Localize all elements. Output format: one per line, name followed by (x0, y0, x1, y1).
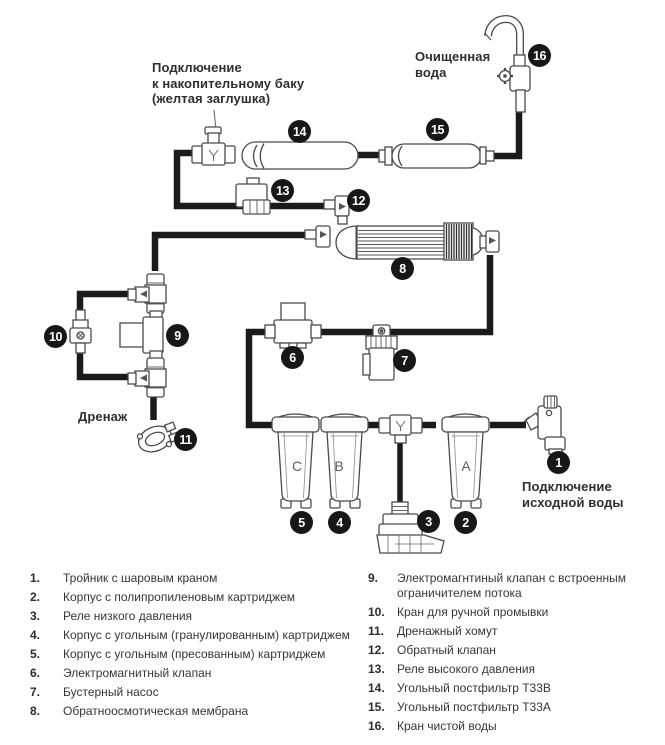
legend-item-text: Дренажный хомут (397, 624, 498, 638)
marker-5: 5 (290, 511, 313, 534)
legend-item-number: 7. (30, 685, 41, 699)
flush-solenoid-valve (120, 311, 163, 359)
drain-label: Дренаж (78, 409, 128, 424)
legend-item-text: Электромагнитный клапан (63, 666, 212, 680)
pipe-concentrate (155, 235, 307, 271)
tank-connection-label-line2: к накопительному баку (152, 75, 305, 91)
legend-right-column (368, 571, 660, 738)
legend-item-text: Корпус с полипропиленовым картриджем (63, 590, 296, 604)
source-water-label (522, 479, 624, 510)
postfilter-t33b-capsule (242, 142, 358, 169)
legend-item-number: 15. (368, 700, 385, 714)
legend-item-4 (30, 628, 370, 643)
marker-13: 13 (271, 179, 294, 202)
legend-item-14 (368, 681, 660, 696)
legend-item-number: 12. (368, 643, 385, 657)
legend-item-number: 6. (30, 666, 41, 680)
housing-a-letter: A (461, 458, 471, 474)
membrane-inlet-fitting (305, 226, 330, 247)
legend-item-number: 3. (30, 609, 41, 623)
legend-item-11 (368, 624, 660, 639)
legend-item-1 (30, 571, 370, 586)
tank-connection-label-line3: (желтая заглушка) (152, 91, 271, 106)
legend-item-number: 2. (30, 590, 41, 604)
flush-tee-lower (128, 358, 166, 397)
manual-flush-valve (70, 310, 91, 353)
legend-item-text: Корпус с угольным (пресованным) картриджем (63, 647, 326, 661)
check-valve (324, 196, 349, 224)
clean-water-label-line1: Очищенная (415, 49, 491, 64)
legend-item-6 (30, 666, 370, 681)
legend-item-number: 16. (368, 719, 385, 733)
legend-item-7 (30, 685, 370, 700)
housing-b-letter: B (334, 458, 344, 474)
marker-3: 3 (417, 510, 440, 533)
legend-item-3 (30, 609, 370, 624)
feed-tee-fitting (379, 415, 422, 443)
marker-9: 9 (166, 324, 189, 347)
flush-tee-upper (128, 274, 166, 313)
marker-16: 16 (528, 44, 551, 67)
housing-c-letter: C (291, 458, 303, 474)
legend-item-text: Реле низкого давления (63, 609, 193, 623)
legend-item-12 (368, 643, 660, 658)
marker-1: 1 (547, 451, 570, 474)
legend-item-number: 10. (368, 605, 385, 619)
clean-water-faucet (485, 19, 531, 112)
tank-tee-fitting (192, 127, 235, 165)
legend-item-number: 5. (30, 647, 41, 661)
legend-item-text: Обратноосмотическая мембрана (63, 704, 249, 718)
legend-item-5 (30, 647, 370, 662)
clean-water-label (415, 49, 490, 80)
legend-item-text: Угольный постфильтр Т33А (397, 700, 551, 714)
tank-connection-label (152, 60, 304, 107)
source-water-label-line2: исходной воды (522, 494, 624, 510)
marker-10: 10 (44, 325, 67, 348)
legend-item-8 (30, 704, 370, 719)
marker-11: 11 (174, 428, 197, 451)
marker-6: 6 (281, 346, 304, 369)
marker-12: 12 (347, 189, 370, 212)
legend-item-text: Кран чистой воды (397, 719, 497, 733)
legend-item-number: 9. (368, 571, 379, 585)
postfilter-t33a-capsule (379, 144, 494, 168)
source-water-label-line1: Подключение (522, 479, 612, 494)
legend-item-text: Бустерный насос (63, 685, 159, 699)
legend-item-15 (368, 700, 660, 715)
legend-item-number: 14. (368, 681, 385, 695)
pipe-faucet-elbow (492, 110, 519, 156)
legend-item-9 (368, 571, 660, 601)
marker-2: 2 (454, 511, 477, 534)
legend-item-text: Реле высокого давления (397, 662, 536, 676)
legend-item-text: Электромагнтиный клапан с встроенным ограничителем потока (397, 571, 626, 600)
marker-7: 7 (393, 349, 416, 372)
solenoid-valve (265, 303, 321, 348)
legend-item-number: 4. (30, 628, 41, 642)
legend-item-text: Обратный клапан (397, 643, 496, 657)
marker-15: 15 (426, 118, 449, 141)
marker-8: 8 (391, 257, 414, 280)
legend-item-16 (368, 719, 660, 734)
legend-item-13 (368, 662, 660, 677)
tank-connection-label-line1: Подключение (152, 60, 242, 75)
ro-membrane (336, 223, 499, 260)
legend-item-10 (368, 605, 660, 620)
legend-item-number: 8. (30, 704, 41, 718)
legend-item-text: Кран для ручной промывки (397, 605, 549, 619)
marker-4: 4 (328, 511, 351, 534)
legend-left-column (30, 571, 370, 723)
legend-item-2 (30, 590, 370, 605)
legend-item-number: 13. (368, 662, 385, 676)
legend-item-text: Корпус с угольным (гранулированным) картриджем (63, 628, 350, 642)
clean-water-label-line2: вода (415, 64, 447, 80)
legend-item-number: 11. (368, 624, 385, 638)
legend-item-text: Угольный постфильтр Т33В (397, 681, 551, 695)
legend-item-number: 1. (30, 571, 41, 585)
marker-14: 14 (288, 120, 311, 143)
source-tee-ball-valve (524, 396, 565, 454)
legend-item-text: Тройник с шаровым краном (63, 571, 218, 585)
